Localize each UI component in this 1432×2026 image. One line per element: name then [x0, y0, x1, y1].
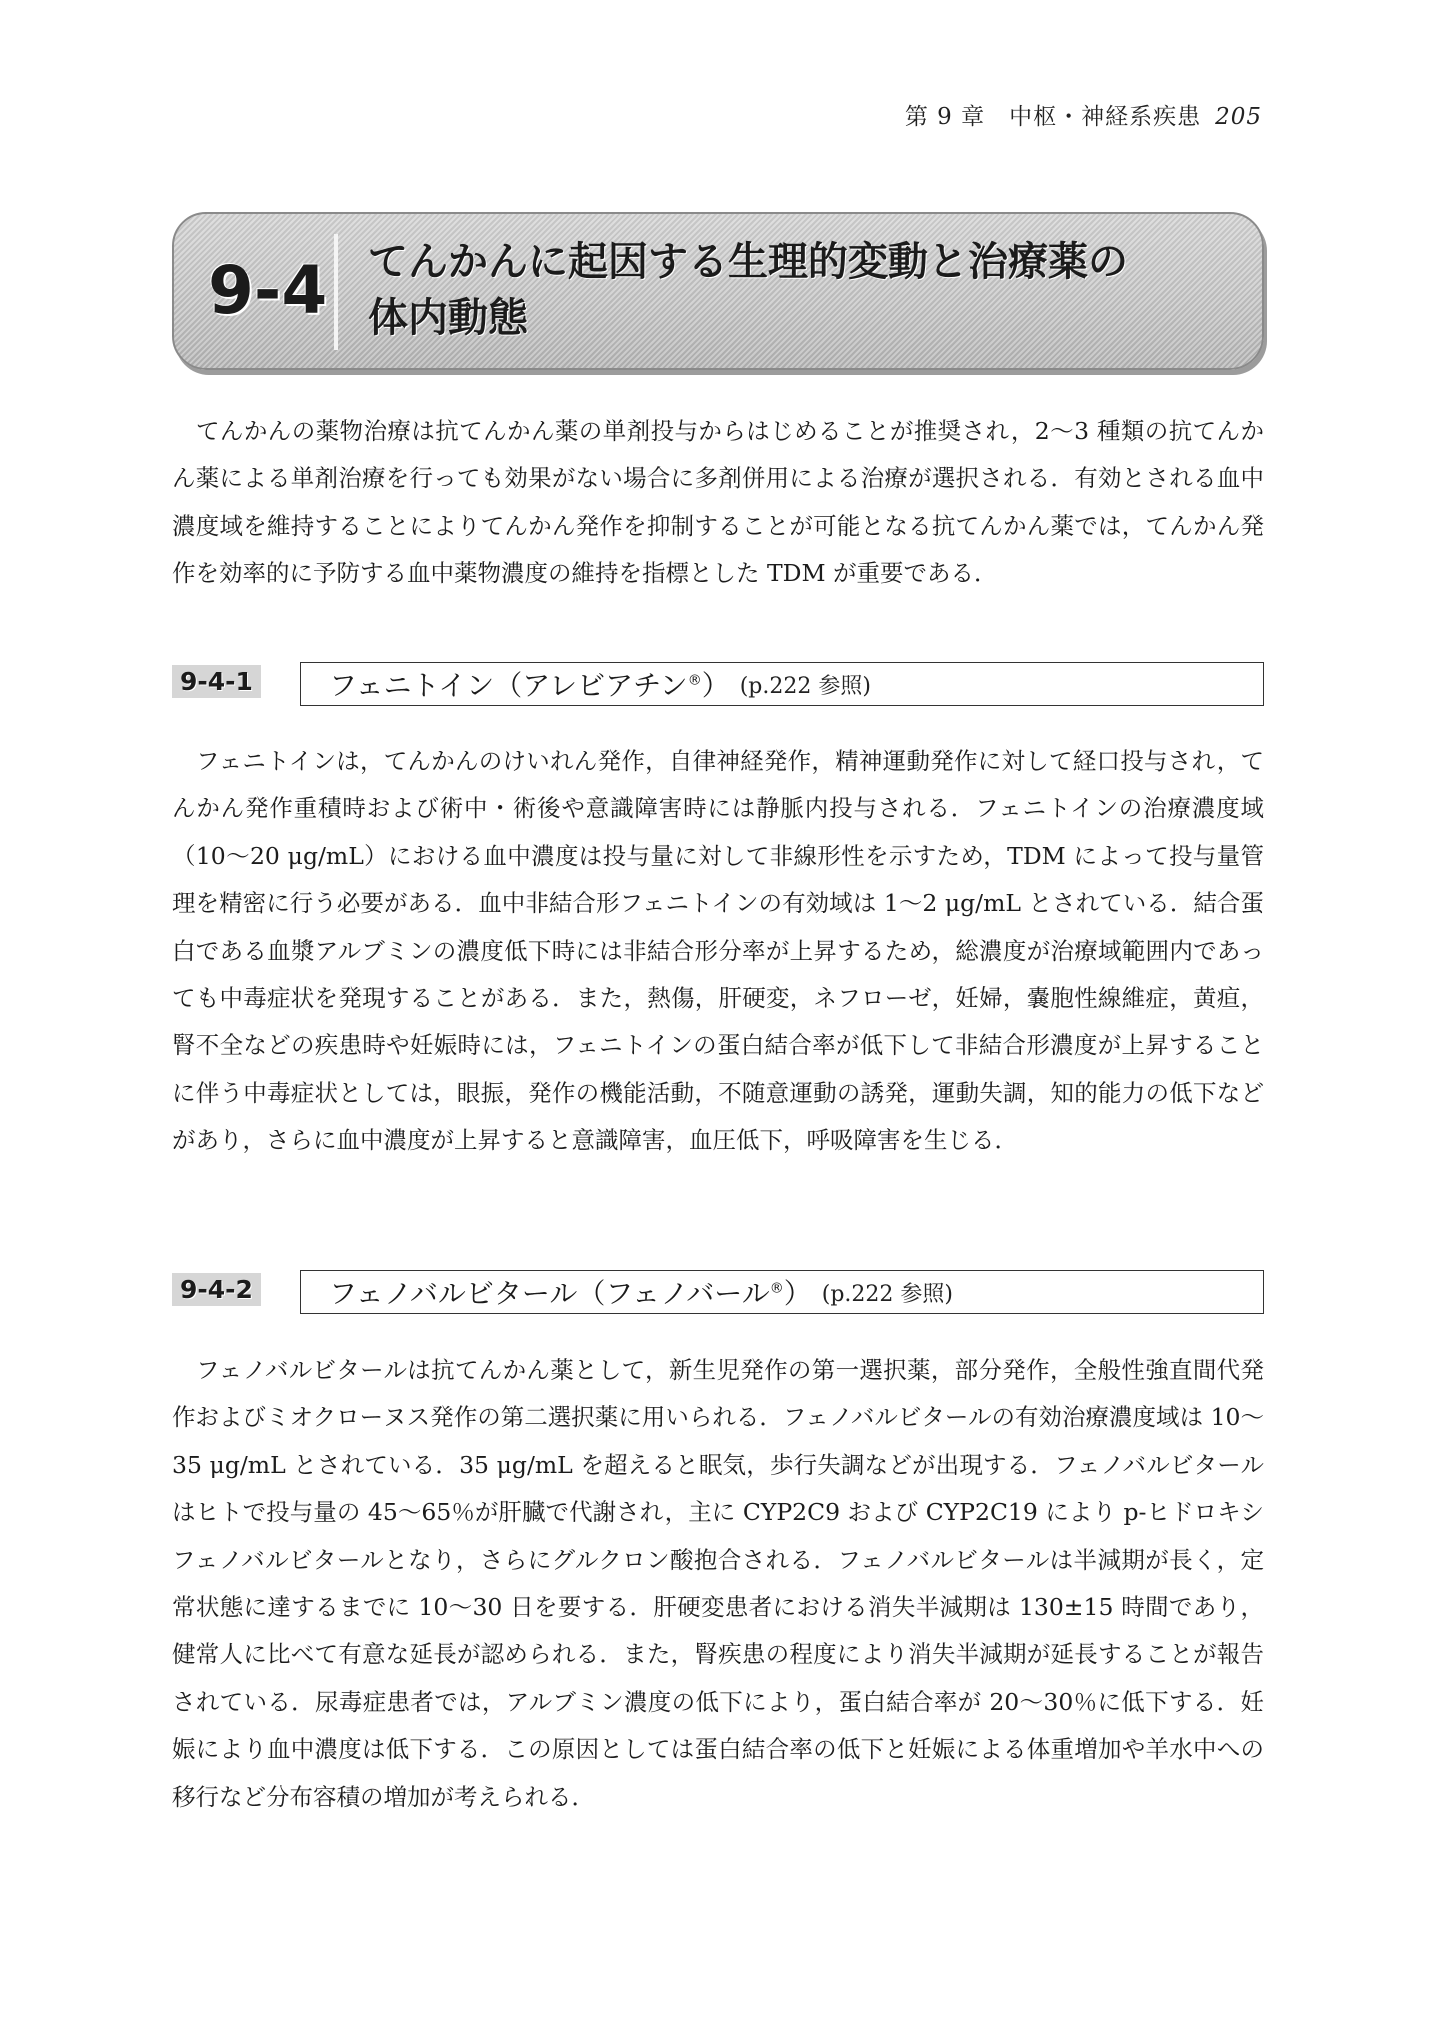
page-number: 205 [1215, 104, 1262, 130]
subsection-heading-1 [300, 662, 1264, 706]
chapter-title: 第 9 章 中枢・神経系疾患 [904, 104, 1202, 130]
subsection-title-1: フェニトイン（アレビアチン®） [329, 669, 730, 702]
section-title-line-1: てんかんに起因する生理的変動と治療薬の [368, 239, 1128, 285]
registered-mark: ® [769, 1280, 784, 1297]
intro-paragraph: てんかんの薬物治療は抗てんかん薬の単剤投与からはじめることが推奨され，2〜3 種類の抗てんかん薬による単剤治療を行っても効果がない場合に多剤併用による治療が選択される．有効とされる血中濃度域を維持することによりてんかん発作を抑制することが可能となる抗てんかん薬では，てんかん発作を効率的に予防する血中薬物濃度の維持を指標とした TDM が重要である． [172, 417, 1264, 588]
registered-mark: ® [687, 672, 702, 689]
subsection-body-1: フェニトインは，てんかんのけいれん発作，自律神経発作，精神運動発作に対して経口投与され，てんかん発作重積時および術中・術後や意識障害時には静脈内投与される．フェニトインの治療濃度域（10〜20 μg/mL）における血中濃度は投与量に対して非線形性を示すため，TDM によって投与量管理を精密に行う必要がある．血中非結合形フェニトインの有効域は 1〜2 μg/mL とされている．結合蛋白である血漿アルブミンの濃度低下時には非結合形分率が上昇するため，総濃度が治療域範囲内であっても中毒症状を発現することがある．また，熱傷，肝硬変，ネフローゼ，妊婦，嚢胞性線維症，黄疸，腎不全などの疾患時や妊娠時には，フェニトインの蛋白結合率が低下して非結合形濃度が上昇することに伴う中毒症状としては，眼振，発作の機能活動，不随意運動の誘発，運動失調，知的能力の低下などがあり，さらに血中濃度が上昇すると意識障害，血圧低下，呼吸障害を生じる． [172, 747, 1264, 1155]
subsection-heading-2 [300, 1270, 1264, 1314]
subsection-title-2: フェノバルビタール（フェノバール®） [329, 1277, 812, 1310]
section-title-line-2: 体内動態 [368, 295, 528, 341]
subsection-number-2: 9-4-2 [172, 1273, 261, 1306]
subsection-body-2: フェノバルビタールは抗てんかん薬として，新生児発作の第一選択薬，部分発作，全般性強直間代発作およびミオクローヌス発作の第二選択薬に用いられる．フェノバルビタールの有効治療濃度域は 10〜35 μg/mL とされている．35 μg/mL を超えると眠気，歩行失調などが出現する．フェノバルビタールはヒトで投与量の 45〜65％が肝臓で代謝され，主に CYP2C9 および CYP2C19 により p-ヒドロキシフェノバルビタールとなり，さらにグルクロン酸抱合される．フェノバルビタールは半減期が長く，定常状態に達するまでに 10〜30 日を要する．肝硬変患者における消失半減期は 130±15 時間であり，健常人に比べて有意な延長が認められる．また，腎疾患の程度により消失半減期が延長することが報告されている．尿毒症患者では，アルブミン濃度の低下により，蛋白結合率が 20〜30％に低下する．妊娠により血中濃度は低下する．この原因としては蛋白結合率の低下と妊娠による体重増加や羊水中への移行など分布容積の増加が考えられる． [172, 1356, 1264, 1811]
subsection-reference-1: (p.222 参照) [739, 673, 871, 699]
subsection-reference-2: (p.222 参照) [821, 1281, 953, 1307]
running-header [905, 98, 1262, 131]
subsection-number-1: 9-4-1 [172, 665, 261, 698]
section-number: 9-4 [208, 252, 328, 329]
title-divider [334, 234, 338, 350]
section-title-banner [172, 212, 1264, 370]
section-title [368, 234, 1228, 346]
